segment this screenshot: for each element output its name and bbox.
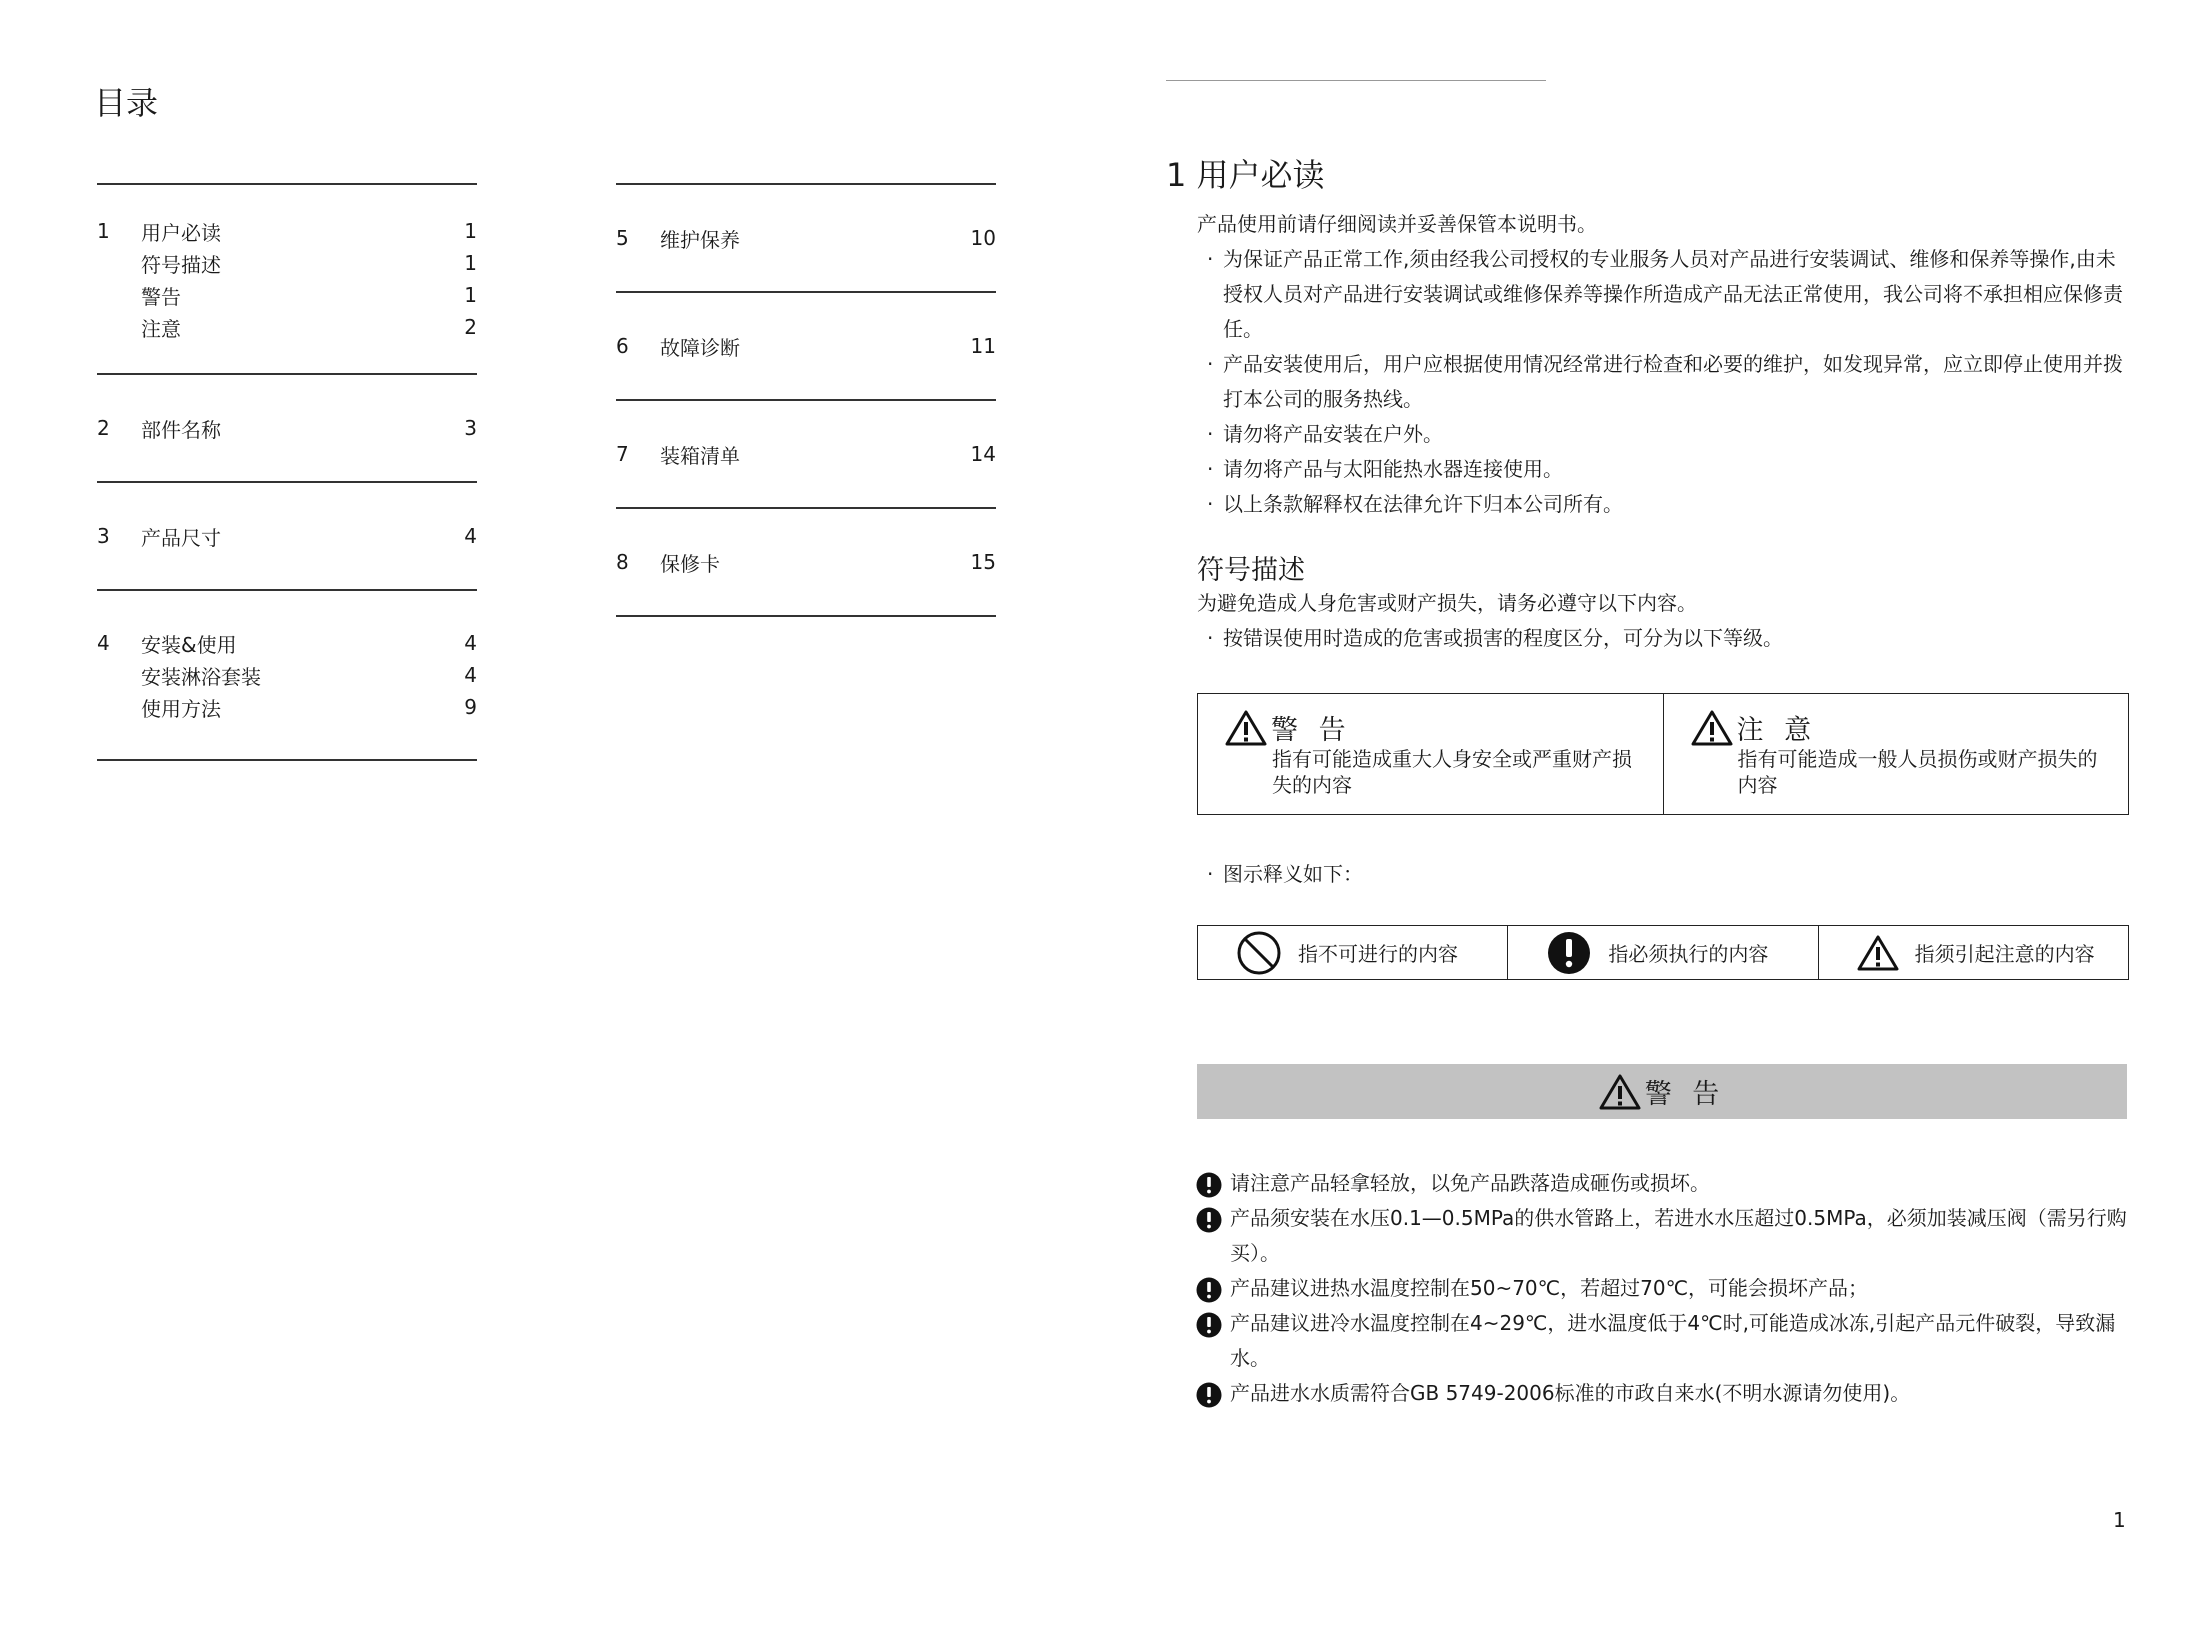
legend-label: 指不可进行的内容 bbox=[1298, 942, 1458, 966]
toc-group bbox=[97, 375, 477, 481]
warning-triangle-icon bbox=[1599, 1074, 1641, 1110]
warning-triangle-icon bbox=[1225, 710, 1267, 746]
toc-label: 警告 bbox=[141, 284, 181, 309]
toc-label: 用户必读 bbox=[141, 220, 221, 245]
page-number: 1 bbox=[2113, 1508, 2126, 1532]
legend-item bbox=[1198, 926, 1507, 979]
toc-row[interactable] bbox=[97, 520, 477, 552]
symbols-intro-text: 为避免造成人身危害或财产损失，请务必遵守以下内容。 bbox=[1197, 591, 1697, 615]
warning-banner bbox=[1197, 1064, 2127, 1119]
toc-page: 4 bbox=[464, 631, 477, 655]
toc-group bbox=[616, 509, 996, 615]
legend-item bbox=[1818, 926, 2128, 979]
toc-group bbox=[616, 185, 996, 291]
toc-num: 3 bbox=[97, 524, 110, 548]
warning-banner-title: 警 告 bbox=[1644, 1079, 1726, 1110]
toc-page: 11 bbox=[970, 334, 996, 358]
toc-label: 产品尺寸 bbox=[141, 525, 221, 550]
toc-row[interactable] bbox=[97, 691, 477, 723]
symbol-legend-table bbox=[1197, 925, 2129, 980]
toc-label: 注意 bbox=[141, 316, 181, 341]
toc-page: 4 bbox=[464, 524, 477, 548]
hazard-level-desc: 指有可能造成重大人身安全或严重财产损失的内容 bbox=[1272, 747, 1632, 797]
bullet-item: · 以上条款解释权在法律允许下归本公司所有。 bbox=[1197, 487, 2135, 522]
bullet-item: · 请勿将产品与太阳能热水器连接使用。 bbox=[1197, 452, 2135, 487]
bullet-item: · 按错误使用时造成的危害或损害的程度区分，可分为以下等级。 bbox=[1197, 621, 2135, 656]
toc-row[interactable] bbox=[616, 330, 996, 362]
symbols-intro bbox=[1197, 586, 2135, 656]
mandatory-icon bbox=[1196, 1382, 1222, 1408]
toc-label: 维护保养 bbox=[660, 227, 740, 252]
toc-num: 5 bbox=[616, 226, 629, 250]
bullet-item: · 请勿将产品安装在户外。 bbox=[1197, 417, 2135, 452]
toc-column-left bbox=[97, 183, 477, 761]
toc-row[interactable] bbox=[97, 247, 477, 279]
legend-item bbox=[1507, 926, 1817, 979]
toc-row[interactable] bbox=[97, 412, 477, 444]
legend-label: 指须引起注意的内容 bbox=[1914, 942, 2095, 966]
hazard-level-head: 警 告 bbox=[1271, 715, 1352, 746]
hazard-level-desc: 指有可能造成一般人员损伤或财产损失的内容 bbox=[1737, 747, 2098, 797]
toc-row[interactable] bbox=[616, 222, 996, 254]
bullet-item: · 为保证产品正常工作,须由经我公司授权的专业服务人员对产品进行安装调试、维修和保养等操作,由未授权人员对产品进行安装调试或维修保养等操作所造成产品无法正常使用，我公司将不承担相应保修责任。 bbox=[1197, 242, 2135, 347]
warning-text: 请注意产品轻拿轻放，以免产品跌落造成砸伤或损坏。 bbox=[1230, 1171, 1710, 1195]
warning-item bbox=[1196, 1166, 2131, 1201]
toc-page: 1 bbox=[464, 251, 477, 275]
warning-item bbox=[1196, 1306, 2131, 1376]
header-rule bbox=[1166, 80, 1546, 81]
toc-column-right bbox=[616, 183, 996, 617]
warning-text: 产品建议进热水温度控制在50~70℃，若超过70℃，可能会损坏产品； bbox=[1230, 1276, 1869, 1300]
warning-text: 产品须安装在水压0.1—0.5MPa的供水管路上，若进水水压超过0.5MPa，必须加装减压阀（需另行购买）。 bbox=[1230, 1206, 2127, 1265]
mandatory-icon bbox=[1196, 1277, 1222, 1303]
section-intro bbox=[1197, 207, 2135, 522]
legend-note bbox=[1197, 858, 1363, 887]
toc-label: 部件名称 bbox=[141, 417, 221, 442]
section-title: 1 用户必读 bbox=[1166, 156, 1325, 194]
toc-num: 7 bbox=[616, 442, 629, 466]
intro-text: 产品使用前请仔细阅读并妥善保管本说明书。 bbox=[1197, 212, 1597, 236]
toc-group bbox=[616, 293, 996, 399]
toc-label: 保修卡 bbox=[660, 551, 720, 576]
toc-num: 6 bbox=[616, 334, 629, 358]
mandatory-icon bbox=[1196, 1172, 1222, 1198]
hazard-level-table bbox=[1197, 693, 2129, 815]
caution-triangle-icon bbox=[1857, 935, 1899, 971]
bullet-item: · 产品安装使用后，用户应根据使用情况经常进行检查和必要的维护，如发现异常，应立即停止使用并拨打本公司的服务热线。 bbox=[1197, 347, 2135, 417]
toc-group bbox=[97, 591, 477, 759]
toc-row[interactable] bbox=[616, 546, 996, 578]
toc-row[interactable] bbox=[97, 215, 477, 247]
toc-num: 8 bbox=[616, 550, 629, 574]
warning-text: 产品建议进冷水温度控制在4~29℃，进水温度低于4℃时,可能造成冰冻,引起产品元件破裂，导致漏水。 bbox=[1230, 1311, 2116, 1370]
toc-num: 2 bbox=[97, 416, 110, 440]
toc-row[interactable] bbox=[97, 659, 477, 691]
warning-item bbox=[1196, 1271, 2131, 1306]
toc-group bbox=[616, 401, 996, 507]
symbols-title: 符号描述 bbox=[1197, 555, 1305, 586]
toc-page: 9 bbox=[464, 695, 477, 719]
mandatory-icon bbox=[1546, 930, 1592, 976]
toc-label: 装箱清单 bbox=[660, 443, 740, 468]
toc-label: 使用方法 bbox=[141, 696, 221, 721]
toc-page: 14 bbox=[970, 442, 996, 466]
toc-num: 4 bbox=[97, 631, 110, 655]
toc-page: 1 bbox=[464, 283, 477, 307]
warning-item bbox=[1196, 1376, 2131, 1411]
toc-label: 安装&使用 bbox=[141, 632, 237, 657]
warning-triangle-icon bbox=[1691, 710, 1733, 746]
toc-group bbox=[97, 483, 477, 589]
warning-text: 产品进水水质需符合GB 5749-2006标准的市政自来水(不明水源请勿使用)。 bbox=[1230, 1381, 1911, 1405]
toc-row[interactable] bbox=[97, 279, 477, 311]
toc-divider bbox=[616, 615, 996, 617]
hazard-level-head: 注 意 bbox=[1736, 715, 1818, 746]
toc-title: 目录 bbox=[94, 84, 159, 122]
toc-page: 2 bbox=[464, 315, 477, 339]
hazard-level-caution bbox=[1663, 694, 2129, 814]
toc-group bbox=[97, 185, 477, 373]
toc-divider bbox=[97, 759, 477, 761]
mandatory-icon bbox=[1196, 1207, 1222, 1233]
toc-row[interactable] bbox=[97, 627, 477, 659]
toc-num: 1 bbox=[97, 219, 110, 243]
toc-page: 3 bbox=[464, 416, 477, 440]
bullet-item: · 图示释义如下： bbox=[1197, 862, 1363, 886]
toc-row[interactable] bbox=[616, 438, 996, 470]
toc-page: 10 bbox=[970, 226, 996, 250]
toc-label: 安装淋浴套装 bbox=[141, 664, 261, 689]
toc-page: 4 bbox=[464, 663, 477, 687]
toc-page: 15 bbox=[970, 550, 996, 574]
mandatory-icon bbox=[1196, 1312, 1222, 1338]
warning-list bbox=[1196, 1166, 2131, 1411]
hazard-level-warning bbox=[1198, 694, 1663, 814]
toc-page: 1 bbox=[464, 219, 477, 243]
warning-item bbox=[1196, 1201, 2131, 1271]
toc-label: 符号描述 bbox=[141, 252, 221, 277]
prohibited-icon bbox=[1236, 930, 1282, 976]
legend-label: 指必须执行的内容 bbox=[1608, 942, 1769, 966]
toc-row[interactable] bbox=[97, 311, 477, 343]
toc-label: 故障诊断 bbox=[660, 335, 740, 360]
